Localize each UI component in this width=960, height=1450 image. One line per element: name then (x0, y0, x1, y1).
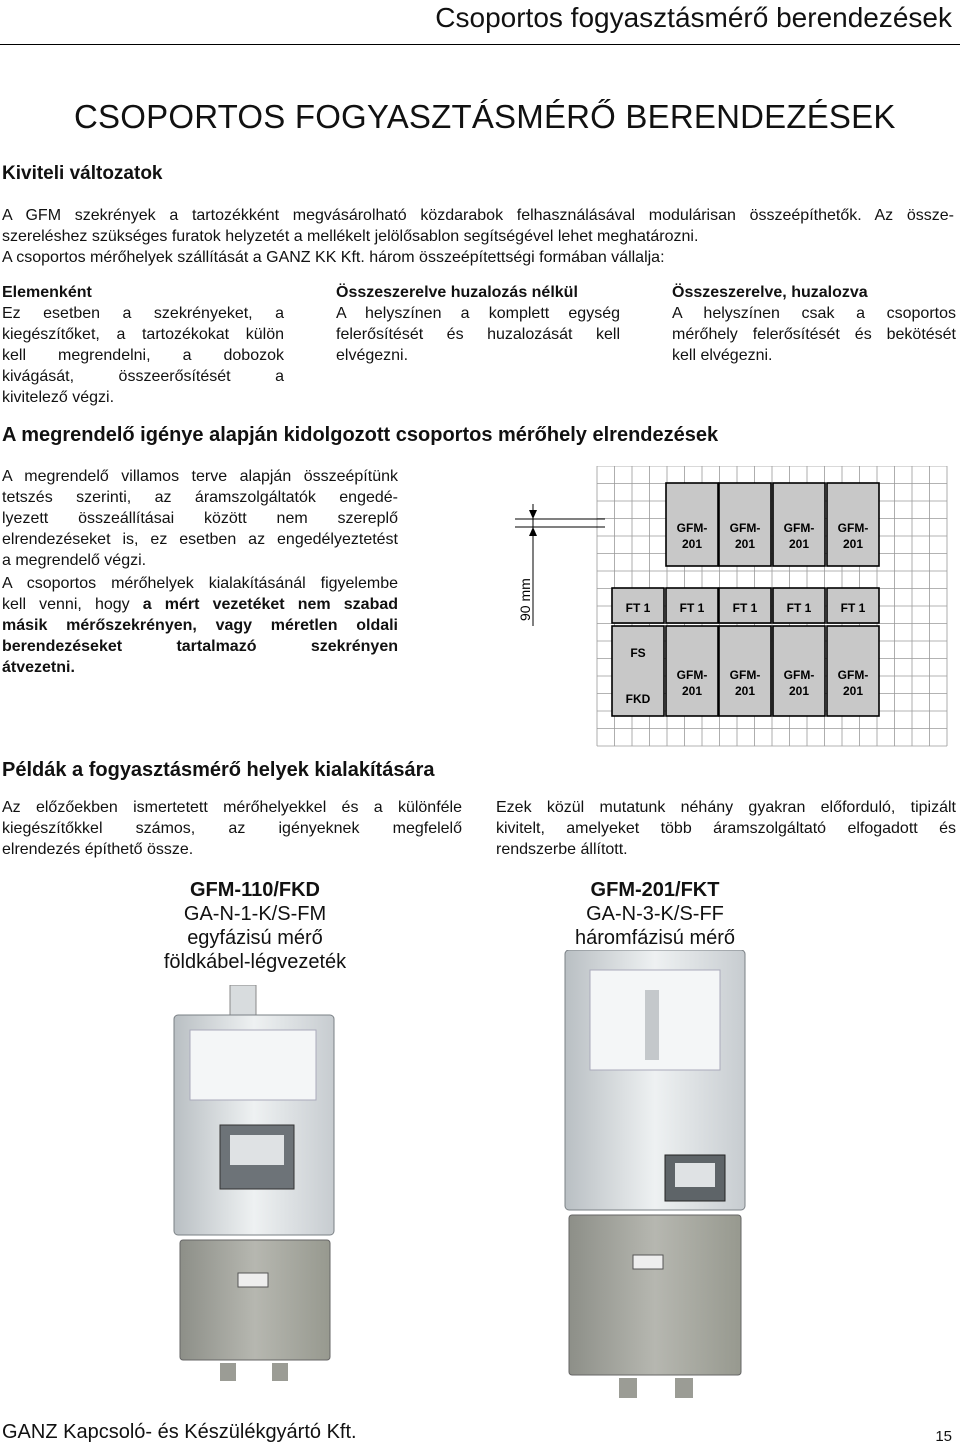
paragraph-line: rendszerbe állított. (496, 841, 628, 858)
layout-diagram (505, 466, 960, 749)
column-line: kivágását, összeerősítését a (2, 368, 284, 385)
meter-boxes (612, 483, 879, 716)
column-elemenkent (2, 282, 284, 408)
column-line: Ez esetben a szekrényeket, a (2, 305, 284, 322)
header-divider (0, 44, 960, 45)
gfm-label: 201 (788, 537, 810, 551)
column-line: A helyszínen a komplett egység (336, 305, 620, 322)
examples-right-text (496, 797, 956, 860)
column-unwired (336, 282, 620, 366)
paragraph-line: tetszés szerinti, az áramszolgáltatók engedé- (2, 489, 398, 506)
paragraph-line: a megrendelő végzi. (2, 552, 147, 569)
gfm-label: GFM- (676, 668, 708, 682)
paragraph-line: átvezetni. (2, 659, 75, 676)
gfm-label: 201 (842, 684, 864, 698)
column-line: felerősítését és huzalozását kell (336, 326, 620, 343)
gfm-label: 201 (734, 537, 756, 551)
column-line: kell megrendelni, a dobozok (2, 347, 284, 364)
dimension-arrow (529, 527, 537, 536)
gfm-label: 201 (681, 684, 703, 698)
fs-label: FS (630, 646, 646, 660)
paragraph-line: kivitelt, amelyeket több áramszolgáltató elfogadott és (496, 820, 956, 837)
intro-line: A GFM szekrények a tartozékként megvásárolható közdarabok felhasználásával modulárisan összeépíthetők. Az össze- (2, 207, 954, 224)
gfm-label: 201 (734, 684, 756, 698)
column-title: Összeszerelve huzalozás nélkül (336, 284, 578, 301)
product-desc: háromfázisú mérő (574, 927, 736, 949)
paragraph-line: berendezéseket tartalmazó szekrényen (2, 638, 398, 655)
section-heading-custom: A megrendelő igénye alapján kidolgozott csoportos mérőhely elrendezések (2, 424, 719, 446)
product-desc: földkábel-légvezeték (163, 951, 347, 973)
column-wired (672, 282, 956, 366)
product-code: GFM-201/FKT (590, 879, 720, 901)
gfm-label: GFM- (676, 521, 708, 535)
line-normal: A csoportos mérőhelyek kialakításánál figyelembe (2, 575, 398, 592)
gfm-label: 201 (842, 537, 864, 551)
product-photo-gfm-201 (555, 950, 755, 1410)
paragraph-line: elrendezés építhető össze. (2, 841, 194, 858)
gfm-label: GFM- (729, 668, 761, 682)
page-header-title: Csoportos fogyasztásmérő berendezések (435, 2, 952, 33)
custom-paragraph-1 (2, 466, 398, 571)
fkd-label: FKD (625, 692, 651, 706)
footer-company: GANZ Kapcsoló- és Készülékgyártó Kft. (2, 1421, 357, 1443)
paragraph-line (2, 573, 398, 594)
dimension-marker (515, 504, 605, 626)
gfm-label: GFM- (837, 521, 869, 535)
paragraph-line: lyezett összeállításai között nem szereplő (2, 510, 398, 527)
paragraph-line: kiegészítőkkel számos, az igényeknek megfelelő (2, 820, 462, 837)
column-line: A helyszínen csak a csoportos (672, 305, 956, 322)
dimension-label: 90 mm (517, 578, 533, 621)
paragraph-line: Az előzőekben ismertetett mérőhelyekkel és a különféle (2, 799, 462, 816)
page-title: CSOPORTOS FOGYASZTÁSMÉRŐ BERENDEZÉSEK (74, 98, 896, 135)
custom-paragraph-2 (2, 573, 398, 678)
gfm-label: 201 (788, 684, 810, 698)
ft-label: FT 1 (732, 601, 758, 615)
intro-line: A csoportos mérőhelyek szállítását a GANZ KK Kft. három összeépítettségi formában vállalja: (2, 249, 665, 266)
section-intro (2, 205, 954, 268)
product-desc: egyfázisú mérő (187, 927, 323, 949)
column-line: mérőhely felerősítését és bekötését (672, 326, 956, 343)
product-code: GFM-110/FKD (189, 879, 321, 901)
column-title: Összeszerelve, huzalozva (672, 284, 868, 301)
paragraph-line: másik mérőszekrényen, vagy méretlen oldali (2, 617, 398, 634)
line-emphasis: a mért vezetéket nem szabad (142, 596, 399, 613)
line-normal: kell venni, hogy (2, 596, 143, 613)
ft-label: FT 1 (625, 601, 651, 615)
page-number: 15 (935, 1428, 952, 1445)
column-line: kiegészítőket, a tartozékokat külön (2, 326, 284, 343)
gfm-label: 201 (681, 537, 703, 551)
column-title: Elemenként (2, 284, 92, 301)
ft-label: FT 1 (679, 601, 705, 615)
gfm-label: GFM- (783, 521, 815, 535)
gfm-label: GFM- (783, 668, 815, 682)
paragraph-line: A megrendelő villamos terve alapján összeépítünk (2, 468, 398, 485)
ft-label: FT 1 (786, 601, 812, 615)
column-line: kell elvégezni. (672, 347, 773, 364)
paragraph-line: Ezek közül mutatunk néhány gyakran előforduló, tipizált (496, 799, 956, 816)
ft-label: FT 1 (840, 601, 866, 615)
intro-line: szereléshez szükséges furatok helyzetét a mellékelt jelölősablon segítségével lehet meghatározni. (2, 228, 699, 245)
section-heading-variants: Kiviteli változatok (2, 163, 163, 184)
product-type: GA-N-1-K/S-FM (183, 903, 327, 925)
column-line: kivitelező végzi. (2, 389, 115, 406)
dimension-arrow (529, 510, 537, 519)
product-photo-gfm-110 (160, 985, 350, 1385)
column-line: elvégezni. (336, 347, 409, 364)
paragraph-line (2, 594, 398, 615)
paragraph-line: elrendezéseket is, ez esetben az engedélyeztetést (2, 531, 398, 548)
section-heading-examples: Példák a fogyasztásmérő helyek kialakítására (2, 759, 435, 781)
gfm-label: GFM- (837, 668, 869, 682)
examples-left-text (2, 797, 462, 860)
gfm-label: GFM- (729, 521, 761, 535)
product-caption-1 (100, 878, 410, 974)
product-type: GA-N-3-K/S-FF (586, 903, 724, 925)
